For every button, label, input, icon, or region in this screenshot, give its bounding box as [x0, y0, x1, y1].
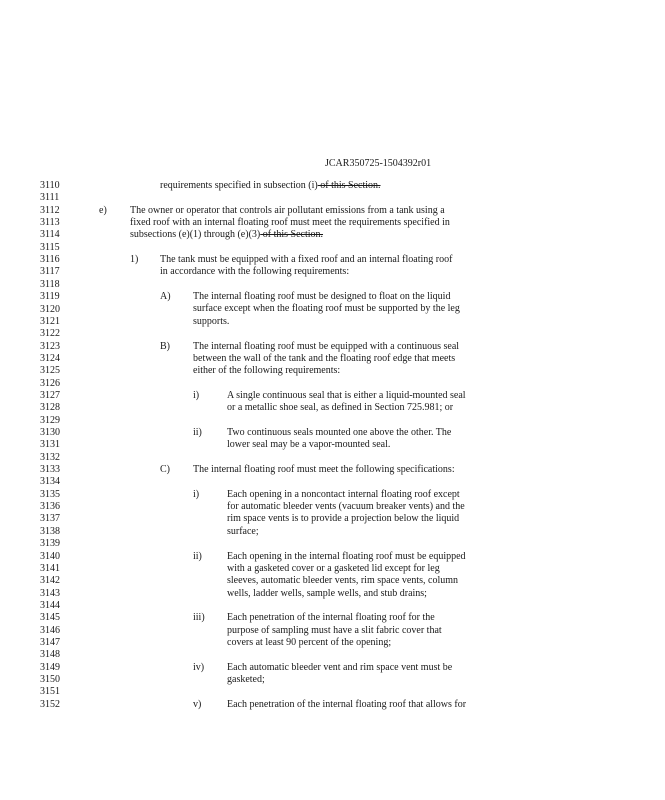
line-number: 3121: [40, 315, 60, 327]
line-number: 3120: [40, 303, 60, 315]
line-number: 3135: [40, 488, 60, 500]
line-number: 3125: [40, 365, 60, 377]
subsection-e-text: The owner or operator that controls air pollutant emissions from a tank using a fixed roof with an internal floating roof must meet the requirements specified in subsections (e)(1) through (e)(3) of this Section.: [130, 204, 450, 241]
line-number: 3134: [40, 476, 60, 488]
line-number: 3122: [40, 328, 60, 340]
subsection-B-i-text: A single continuous seal that is either a liquid-mounted seal or a metallic shoe seal, as defined in Section 725.981; or: [227, 389, 466, 414]
subsection-label: i): [193, 488, 200, 500]
line-number: 3152: [40, 698, 60, 710]
subsection-label: B): [160, 340, 170, 352]
line-number: 3128: [40, 402, 60, 414]
line-number: 3145: [40, 612, 60, 624]
subsection-C-i-text: Each opening in a noncontact internal floating roof except for automatic bleeder vents (vacuum breaker vents) and the rim space vents is to provide a projection below the liquid surface;: [227, 488, 465, 537]
line-number: 3131: [40, 439, 60, 451]
subsection-B-text: The internal floating roof must be equipped with a continuous seal between the wall of the tank and the floating roof edge that meets either of the following requirements:: [193, 340, 460, 377]
line-number: 3111: [40, 192, 60, 204]
subsection-label: 1): [130, 254, 139, 266]
subsection-label: iii): [193, 612, 205, 624]
line-number: 3151: [40, 686, 60, 698]
subsection-label: C): [160, 464, 170, 476]
subsection-label: iv): [193, 661, 205, 673]
line-number: 3115: [40, 241, 60, 253]
line-number: 3127: [40, 389, 60, 401]
document-id: JCAR350725-1504392r01: [325, 158, 432, 169]
line-number: 3138: [40, 525, 60, 537]
subsection-C-ii-text: Each opening in the internal floating roof must be equipped with a gasketed cover or a gasketed lid except for leg sleeves, automatic bleeder vents, rim space vents, column wells, ladder wells, sample wells, and stub drains;: [227, 550, 466, 599]
line-number: 3147: [40, 636, 60, 648]
line-number: 3140: [40, 550, 60, 562]
line-number: 3136: [40, 501, 60, 513]
line-number: 3139: [40, 538, 60, 550]
struck-text: of this Section.: [260, 229, 324, 241]
line-number: 3118: [40, 278, 60, 290]
line-number: 3113: [40, 217, 60, 229]
subsection-C-iv-text: Each automatic bleeder vent and rim space vent must be gasketed;: [227, 661, 453, 685]
line-number: 3132: [40, 451, 60, 463]
line-number: 3141: [40, 562, 60, 574]
line-number: 3116: [40, 254, 60, 266]
subsection-label: ii): [193, 427, 202, 438]
line-number: 3130: [40, 427, 60, 438]
line-number: 3117: [40, 266, 60, 278]
subsection-label: i): [193, 389, 200, 401]
line-number: 3144: [40, 599, 60, 611]
line-number: 3112: [40, 204, 60, 216]
line-number: 3110: [40, 180, 60, 191]
paragraph-continuation: requirements specified in subsection (i) of this Section.: [160, 180, 381, 191]
line-number: 3119: [40, 291, 60, 303]
line-number: 3126: [40, 377, 60, 389]
subsection-C-v-text: Each penetration of the internal floating roof that allows for: [227, 698, 467, 710]
line-number: 3133: [40, 464, 60, 476]
line-number: 3148: [40, 649, 60, 661]
subsection-C-iii-text: Each penetration of the internal floating roof for the purpose of sampling must have a slit fabric cover that covers at least 90 percent of the opening;: [227, 612, 442, 648]
line-number: 3149: [40, 661, 60, 673]
line-number: 3129: [40, 414, 60, 426]
line-number: 3142: [40, 575, 60, 587]
line-number: 3150: [40, 674, 60, 685]
line-number: 3123: [40, 340, 60, 352]
subsection-label: e): [99, 204, 107, 216]
subsection-label: A): [160, 291, 171, 303]
line-number: 3114: [40, 229, 60, 241]
subsection-A-text: The internal floating roof must be designed to float on the liquid surface except when the floating roof must be supported by the leg supports.: [193, 291, 460, 327]
line-number: 3124: [40, 352, 60, 364]
subsection-1-text: The tank must be equipped with a fixed roof and an internal floating roof in accordance with the following requirements:: [160, 254, 453, 278]
struck-text: of this Section.: [317, 180, 381, 191]
line-number: 3146: [40, 624, 60, 636]
subsection-label: ii): [193, 550, 202, 562]
line-number: 3143: [40, 587, 60, 599]
subsection-label: v): [193, 698, 202, 710]
subsection-B-ii-text: Two continuous seals mounted one above the other. The lower seal may be a vapor-mounted seal.: [227, 427, 452, 451]
subsection-C-text: The internal floating roof must meet the following specifications:: [193, 464, 455, 476]
line-number: 3137: [40, 513, 60, 525]
